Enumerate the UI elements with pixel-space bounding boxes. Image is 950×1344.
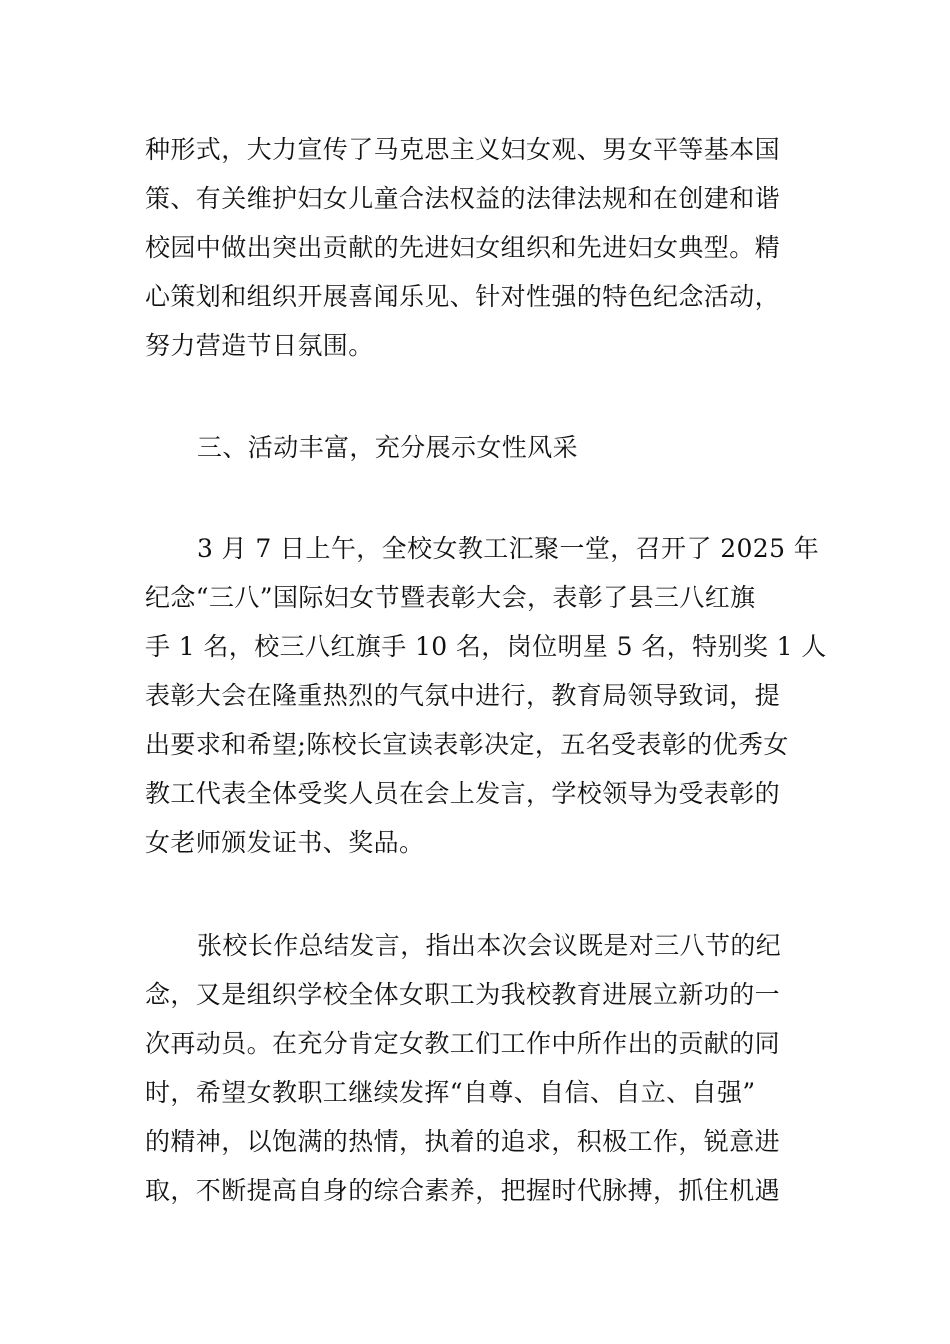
- text-line: 的精神，以饱满的热情，执着的追求，积极工作，锐意进: [145, 1127, 781, 1156]
- paragraph-meeting: [145, 524, 827, 867]
- text-line: 出要求和希望;陈校长宣读表彰决定，五名受表彰的优秀女: [145, 730, 789, 759]
- text-line: 女老师颁发证书、奖品。: [145, 828, 425, 857]
- text-line: 手 1 名，校三八红旗手 10 名，岗位明星 5 名，特别奖 1 人: [145, 632, 827, 661]
- text-line: 校园中做出突出贡献的先进妇女组织和先进妇女典型。精: [145, 233, 781, 262]
- text-line: 纪念“三八”国际妇女节暨表彰大会，表彰了县三八红旗: [145, 583, 756, 612]
- text-line: 教工代表全体受奖人员在会上发言，学校领导为受表彰的: [145, 779, 781, 808]
- text-line: 策、有关维护妇女儿童合法权益的法律法规和在创建和谐: [145, 184, 781, 213]
- text-line: 取，不断提高自身的综合素养，把握时代脉搏，抓住机遇: [145, 1176, 781, 1205]
- text-line: 种形式，大力宣传了马克思主义妇女观、男女平等基本国: [145, 135, 781, 164]
- text-line: 努力营造节日氛围。: [145, 331, 374, 360]
- paragraph-summary: [145, 921, 807, 1215]
- text-line: 表彰大会在隆重热烈的气氛中进行，教育局领导致词，提: [145, 681, 781, 710]
- text-line: 3 月 7 日上午，全校女教工汇聚一堂，召开了 2025 年: [197, 534, 820, 563]
- text-line: 时，希望女教职工继续发挥“自尊、自信、自立、自强”: [145, 1078, 756, 1107]
- text-line: 次再动员。在充分肯定女教工们工作中所作出的贡献的同: [145, 1029, 781, 1058]
- text-line: 心策划和组织开展喜闻乐见、针对性强的特色纪念活动，: [145, 282, 781, 311]
- text-line: 念，又是组织学校全体女职工为我校教育进展立新功的一: [145, 980, 781, 1009]
- section-heading-text: 三、活动丰富，充分展示女性风采: [197, 433, 579, 462]
- paragraph-continued: [145, 125, 807, 370]
- section-heading: [145, 423, 807, 472]
- text-line: 张校长作总结发言，指出本次会议既是对三八节的纪: [197, 931, 782, 960]
